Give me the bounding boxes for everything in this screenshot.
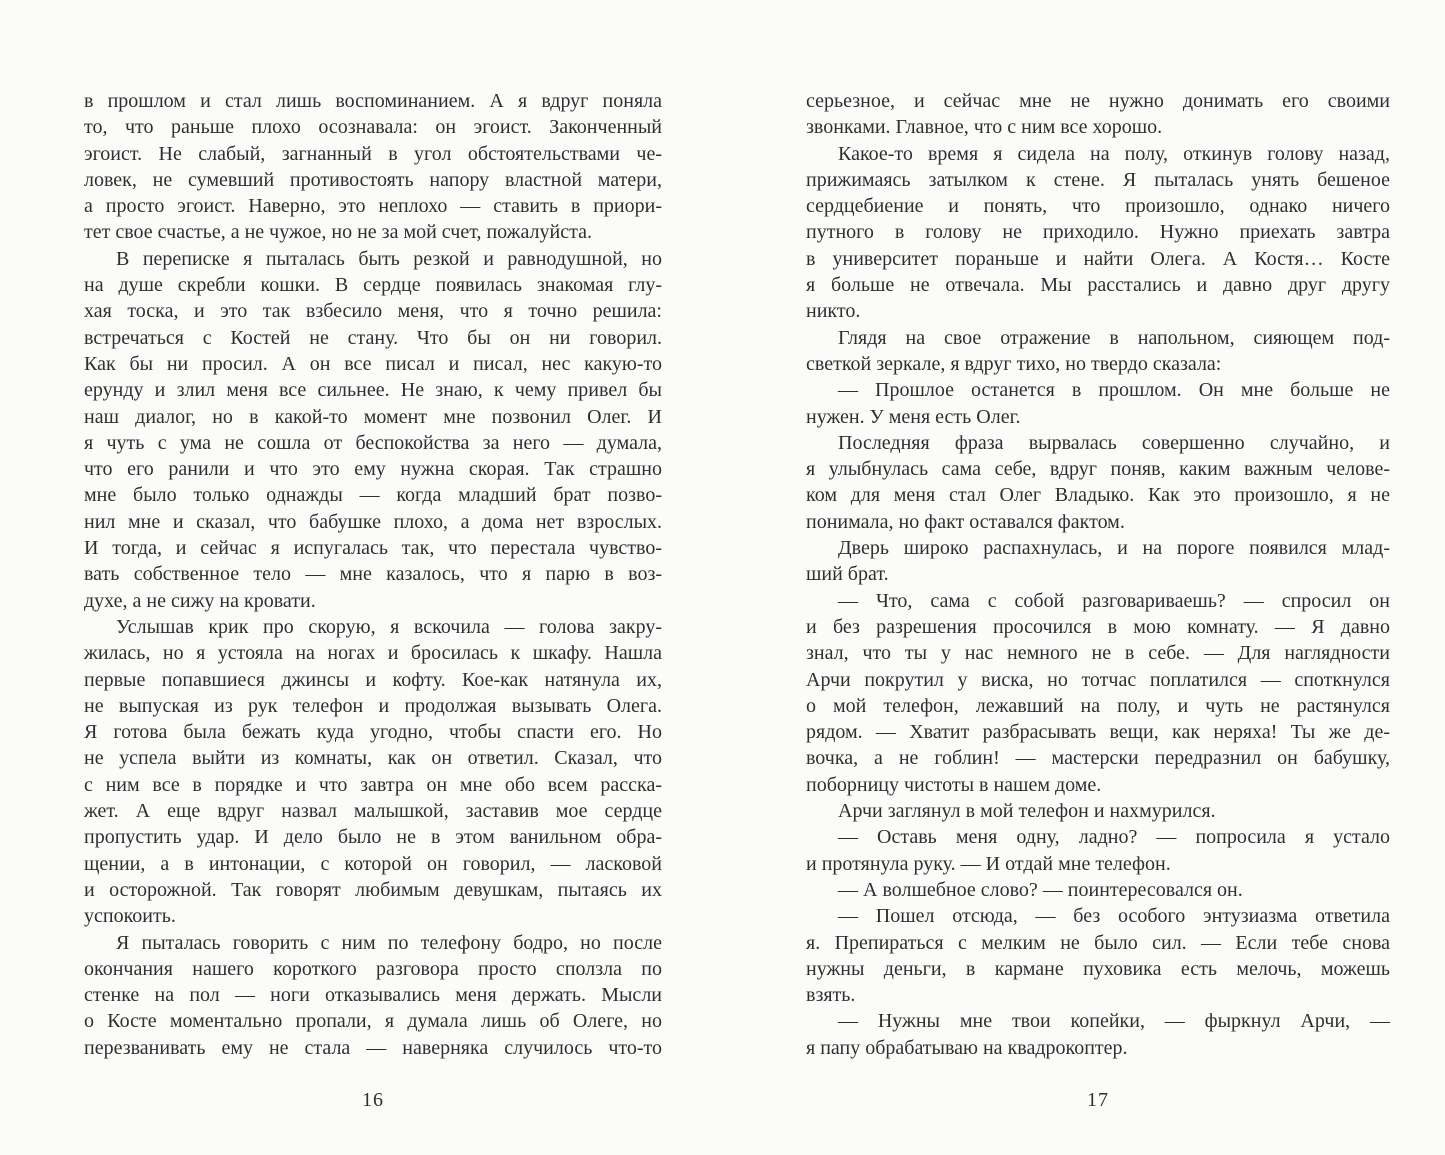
- text-line: ловек, не сумевший противостоять напору властной матери,: [84, 168, 662, 191]
- text-line: стенке на пол — ноги отказывались меня держать. Мысли: [84, 984, 662, 1007]
- paragraph: [806, 430, 1390, 535]
- text-line: то, что раньше плохо осознавала: он эгоист. Законченный: [84, 116, 662, 139]
- text-line: — Оставь меня одну, ладно? — попросила я устало: [838, 826, 1390, 849]
- text-line: я больше не отвечала. Мы расстались и давно друг другу: [806, 274, 1390, 297]
- text-line: нужны деньги, в кармане пуховика есть мелочь, можешь: [806, 957, 1390, 980]
- text-line: первые попавшиеся джинсы и кофту. Кое-как натянула их,: [84, 668, 662, 691]
- paragraph: [806, 535, 1390, 588]
- text-line: успокоить.: [84, 905, 176, 928]
- text-line: путного в голову не приходило. Нужно приехать завтра: [806, 221, 1390, 244]
- text-line: и без разрешения просочился в мою комнату. — Я давно: [806, 615, 1390, 638]
- paragraph: [806, 88, 1390, 141]
- text-line: я папу обрабатываю на квадрокоптер.: [806, 1036, 1128, 1059]
- text-line: я улыбнулась сама себе, вдруг поняв, каким важным челове-: [806, 458, 1390, 481]
- text-line: Как бы ни просил. А он все писал и писал, нес какую-то: [84, 352, 662, 375]
- text-line: — Что, сама с собой разговариваешь? — спросил он: [838, 589, 1390, 612]
- text-line: не выпуская из рук телефон и продолжая вызывать Олега.: [84, 694, 662, 717]
- text-line: мне было только однажды — когда младший брат позво-: [84, 484, 662, 507]
- text-line: Арчи покрутил у виска, но тотчас поплатился — споткнулся: [806, 668, 1390, 691]
- paragraph: [806, 824, 1390, 877]
- text-line: сердцебиение и понять, что произошло, однако ничего: [806, 195, 1390, 218]
- paragraph: [806, 141, 1390, 325]
- text-line: на душе скребли кошки. В сердце появилась знакомая глу-: [84, 274, 662, 297]
- text-line: серьезное, и сейчас мне не нужно донимать его своими: [806, 90, 1390, 112]
- paragraph: [806, 798, 1390, 824]
- text-line: взять.: [806, 984, 856, 1007]
- text-line: вать собственное тело — мне казалось, что я парю в воз-: [84, 563, 662, 586]
- text-line: поборницу чистоты в нашем доме.: [806, 773, 1102, 796]
- text-line: ший брат.: [806, 563, 889, 586]
- paragraph: [806, 877, 1390, 903]
- paragraph: [806, 903, 1390, 1008]
- text-line: Последняя фраза вырвалась совершенно случайно, и: [838, 431, 1390, 454]
- text-line: не успела выйти из комнаты, как он ответил. Сказал, что: [84, 747, 662, 770]
- text-line: звонками. Главное, что с ним все хорошо.: [806, 116, 1163, 139]
- text-line: рядом. — Хватит разбрасывать вещи, как неряха! Ты же де-: [806, 721, 1390, 744]
- page-right-text: [806, 88, 1390, 1061]
- page-number-right: 17: [1087, 1089, 1109, 1111]
- text-line: ком для меня стал Олег Владыко. Как это произошло, я не: [806, 484, 1390, 507]
- text-line: прижимаясь затылком к стене. Я пыталась унять бешеное: [806, 168, 1390, 191]
- paragraph: [806, 377, 1390, 430]
- text-line: — А волшебное слово? — поинтересовался он.: [838, 878, 1243, 901]
- paragraph: [806, 588, 1390, 798]
- text-line: что его ранили и что это ему нужна скорая. Так страшно: [84, 458, 662, 481]
- paragraph: [84, 246, 662, 614]
- text-line: — Нужны мне твои копейки, — фыркнул Арчи, —: [838, 1010, 1390, 1033]
- text-line: Услышав крик про скорую, я вскочила — голова закру-: [116, 615, 662, 638]
- page-right: [806, 0, 1390, 1155]
- paragraph: [84, 930, 662, 1061]
- text-line: Я пыталась говорить с ним по телефону бодро, но после: [116, 931, 662, 954]
- text-line: я чуть с ума не сошла от беспокойства за него — думала,: [84, 431, 662, 454]
- text-line: эгоист. Не слабый, загнанный в угол обстоятельствами че-: [84, 142, 662, 165]
- text-line: а просто эгоист. Наверно, это неплохо — ставить в приори-: [84, 195, 662, 218]
- text-line: и протянула руку. — И отдай мне телефон.: [806, 852, 1171, 875]
- text-line: И тогда, и сейчас я испугалась так, что перестала чувство-: [84, 537, 662, 560]
- paragraph: [806, 325, 1390, 378]
- paragraph: [84, 614, 662, 930]
- text-line: вочка, а не гоблин! — мастерски передразнил он бабушку,: [806, 747, 1390, 770]
- text-line: Глядя на свое отражение в напольном, сияющем под-: [838, 326, 1390, 349]
- text-line: хая тоска, и это так взбесило меня, что я точно решила:: [84, 300, 662, 323]
- text-line: Я готова была бежать куда угодно, чтобы спасти его. Но: [84, 721, 662, 744]
- text-line: тет свое счастье, а не чужое, но не за мой счет, пожалуйста.: [84, 221, 592, 244]
- paragraph: [84, 88, 662, 246]
- text-line: в университет пораньше и найти Олега. А Костя… Косте: [806, 247, 1390, 270]
- text-line: — Прошлое останется в прошлом. Он мне больше не: [838, 379, 1390, 402]
- text-line: наш диалог, но в какой-то момент мне позвонил Олег. И: [84, 405, 662, 428]
- text-line: Арчи заглянул в мой телефон и нахмурился.: [838, 800, 1216, 823]
- text-line: светкой зеркале, я вдруг тихо, но твердо сказала:: [806, 352, 1222, 375]
- text-line: ерунду и злил меня все сильнее. Не знаю, к чему привел бы: [84, 379, 662, 402]
- text-line: понимала, но факт оставался фактом.: [806, 510, 1125, 533]
- text-line: В переписке я пыталась быть резкой и равнодушной, но: [116, 247, 662, 270]
- text-line: духе, а не сижу на кровати.: [84, 589, 316, 612]
- text-line: в прошлом и стал лишь воспоминанием. А я вдруг поняла: [84, 90, 662, 112]
- text-line: встречаться с Костей не стану. Что бы он ни говорил.: [84, 326, 662, 349]
- text-line: и осторожной. Так говорят любимым девушкам, пытаясь их: [84, 878, 662, 901]
- text-line: нил мне и сказал, что бабушке плохо, а дома нет взрослых.: [84, 510, 662, 533]
- paragraph: [806, 1008, 1390, 1061]
- text-line: жет. А еще вдруг назвал малышкой, заставив мое сердце: [84, 800, 662, 823]
- page-number-left: 16: [362, 1089, 384, 1111]
- page-left-text: [84, 88, 662, 1061]
- text-line: — Пошел отсюда, — без особого энтузиазма ответила: [838, 905, 1390, 928]
- text-line: никто.: [806, 300, 861, 323]
- text-line: жилась, но я устояла на ногах и бросилась к шкафу. Нашла: [84, 642, 662, 665]
- text-line: знал, что ты у нас немного не в себе. — Для наглядности: [806, 642, 1390, 665]
- page-left: [84, 0, 662, 1155]
- text-line: с ним все в порядке и что завтра он мне обо всем расска-: [84, 773, 662, 796]
- text-line: нужен. У меня есть Олег.: [806, 405, 1021, 428]
- text-line: я. Препираться с мелким не было сил. — Если тебе снова: [806, 931, 1390, 954]
- text-line: пропустить удар. И дело было не в этом ванильном обра-: [84, 826, 662, 849]
- text-line: щении, а в интонации, с которой он говорил, — ласковой: [84, 852, 662, 875]
- text-line: Какое-то время я сидела на полу, откинув голову назад,: [838, 142, 1390, 165]
- text-line: перезванивать ему не стала — наверняка случилось что-то: [84, 1036, 662, 1059]
- text-line: о Косте моментально пропали, я думала лишь об Олеге, но: [84, 1010, 662, 1033]
- text-line: Дверь широко распахнулась, и на пороге появился млад-: [838, 537, 1390, 560]
- text-line: окончания нашего короткого разговора просто сползла по: [84, 957, 662, 980]
- text-line: о мой телефон, лежавший на полу, и чуть не растянулся: [806, 694, 1390, 717]
